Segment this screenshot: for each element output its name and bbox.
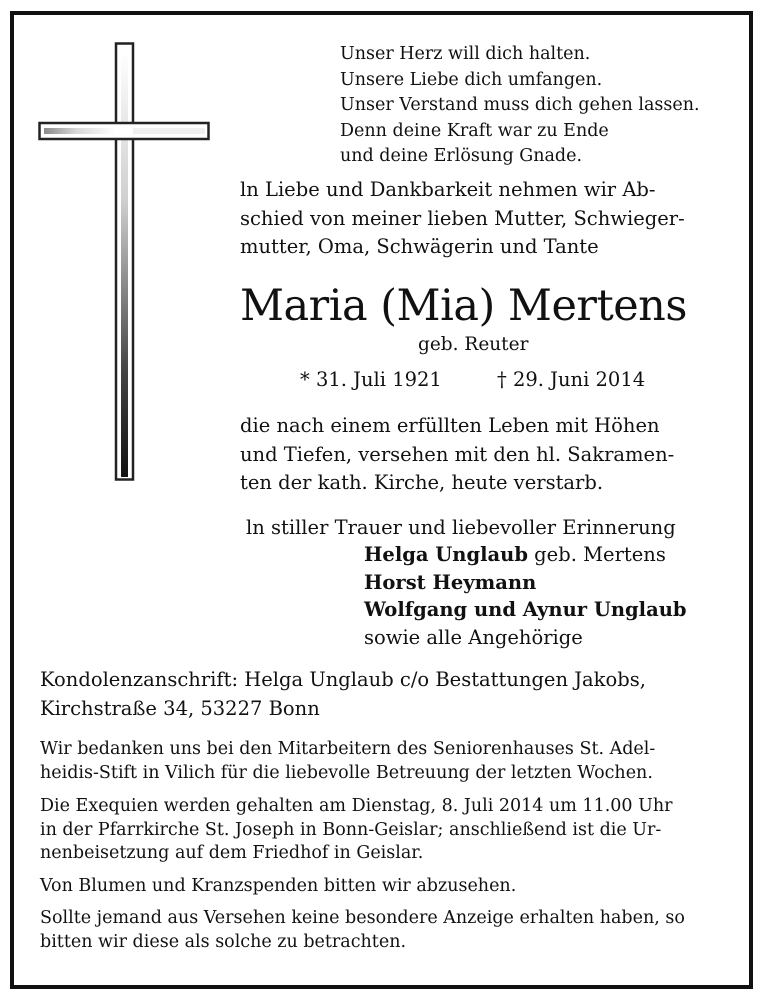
death-date: † 29. Juni 2014 — [497, 368, 646, 391]
note-line: nenbeisetzung auf dem Friedhof in Geislar. — [40, 843, 424, 863]
mourners-heading: ln stiller Trauer und liebevoller Erinnerung — [246, 516, 676, 539]
thanks-note — [40, 738, 655, 785]
note-line: Die Exequien werden gehalten am Dienstag, 8. Juli 2014 um 11.00 Uhr — [40, 796, 673, 816]
life-line: und Tiefen, versehen mit den hl. Sakramen- — [240, 442, 675, 466]
note-line: Von Blumen und Kranzspenden bitten wir abzusehen. — [40, 876, 517, 896]
birth-name: geb. Reuter — [418, 334, 529, 355]
mourner-name: Horst Heymann — [364, 570, 537, 594]
note-line: Wir bedanken uns bei den Mitarbeitern des Seniorenhauses St. Adel- — [40, 739, 656, 759]
poem — [340, 42, 700, 170]
poem-line: Unsere Liebe dich umfangen. — [340, 69, 603, 90]
note-line: in der Pfarrkirche St. Joseph in Bonn-Geislar; anschließend ist die Ur- — [40, 819, 662, 840]
condolence-address — [40, 666, 646, 723]
mourners — [246, 514, 676, 542]
mourners-list — [364, 541, 687, 651]
birth-date: * 31. Juli 1921 — [300, 368, 442, 391]
mourner-name: Helga Unglaub — [364, 543, 528, 566]
intro-line: schied von meiner lieben Mutter, Schwieger- — [240, 206, 685, 230]
mourner-item — [364, 569, 687, 597]
poem-line: Unser Herz will dich halten. — [340, 44, 591, 64]
note-line: bitten wir diese als solche zu betrachten. — [40, 931, 407, 952]
intro-line: mutter, Oma, Schwägerin und Tante — [240, 235, 599, 258]
poem-line: und deine Erlösung Gnade. — [340, 146, 583, 166]
poem-line: Denn deine Kraft war zu Ende — [340, 120, 609, 141]
poem-line: Unser Verstand muss dich gehen lassen. — [340, 95, 700, 115]
cross-icon — [38, 42, 210, 482]
mourner-item — [364, 541, 687, 569]
life-line: die nach einem erfüllten Leben mit Höhen — [240, 414, 660, 437]
mourner-item — [364, 596, 687, 624]
intro-text — [240, 176, 685, 262]
condolence-line: Kirchstraße 34, 53227 Bonn — [40, 696, 320, 720]
exequies-note — [40, 795, 672, 866]
notice-note — [40, 907, 685, 954]
deceased-name: Maria (Mia) Mertens — [240, 281, 687, 331]
life-line: ten der kath. Kirche, heute verstarb. — [240, 471, 604, 494]
mourner-others: sowie alle Angehörige — [364, 625, 583, 649]
intro-line: ln Liebe und Dankbarkeit nehmen wir Ab- — [240, 178, 656, 201]
flowers-note — [40, 875, 516, 899]
condolence-line: Kondolenzanschrift: Helga Unglaub c/o Bestattungen Jakobs, — [40, 668, 646, 691]
life-text — [240, 412, 674, 498]
mourner-name: Wolfgang und Aynur Unglaub — [364, 598, 687, 621]
mourner-suffix: geb. Mertens — [527, 543, 666, 566]
note-line: heidis-Stift in Vilich für die liebevolle Betreuung der letzten Wochen. — [40, 762, 653, 783]
note-line: Sollte jemand aus Versehen keine besondere Anzeige erhalten haben, so — [40, 908, 685, 928]
